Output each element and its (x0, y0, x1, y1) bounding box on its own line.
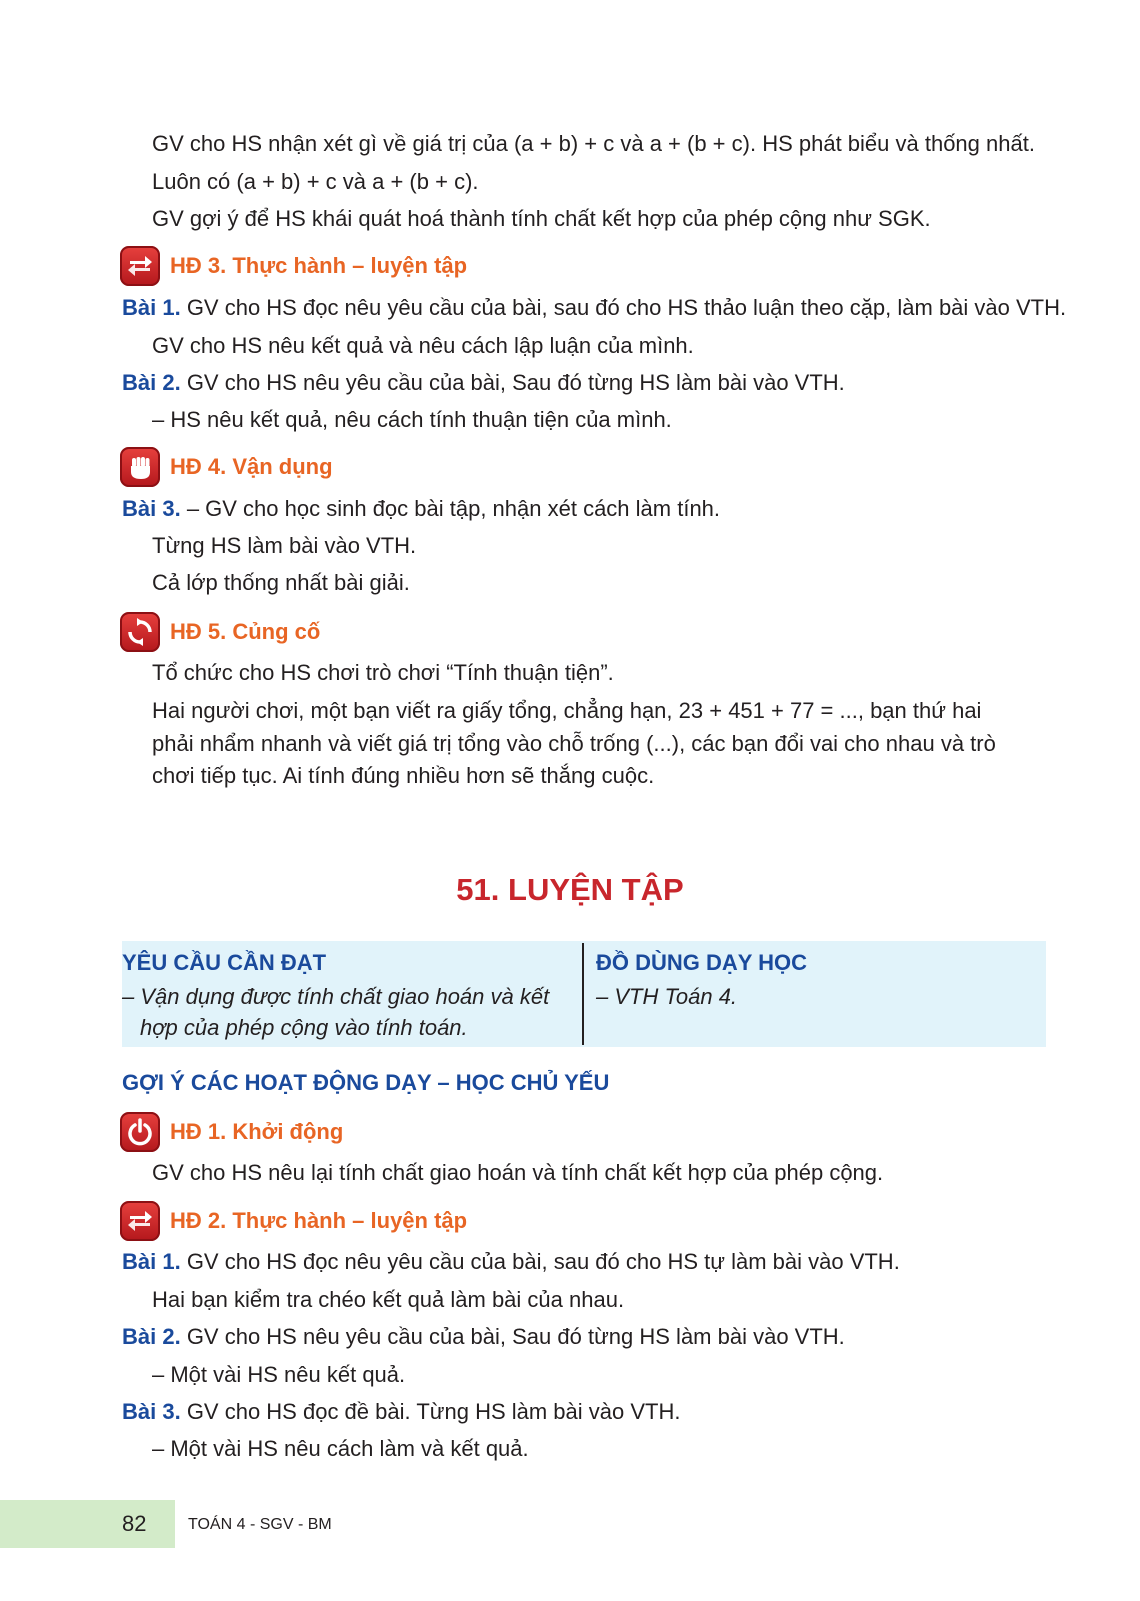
requirements-divider (582, 943, 584, 1045)
exercise-text: GV cho HS nêu yêu cầu của bài, Sau đó từng HS làm bài vào VTH. (180, 1324, 845, 1349)
requirements-heading: YÊU CẦU CẦN ĐẠT (122, 950, 327, 975)
paragraph-line: GV cho HS nêu kết quả và nêu cách lập luận của mình. (152, 333, 694, 358)
paragraph-line: GV cho HS nhận xét gì về giá trị của (a + b) + c và a + (b + c). HS phát biểu và thống nhất. (152, 131, 1035, 156)
exercise-line (122, 1322, 845, 1352)
exercise-line (122, 368, 845, 398)
activity-heading-hd3 (120, 246, 467, 286)
exercise-text: GV cho HS đọc nêu yêu cầu của bài, sau đó cho HS thảo luận theo cặp, làm bài vào VTH. (180, 295, 1067, 320)
paragraph-line: GV cho HS nêu lại tính chất giao hoán và tính chất kết hợp của phép cộng. (152, 1160, 884, 1185)
exercise-text: GV cho HS nêu yêu cầu của bài, Sau đó từng HS làm bài vào VTH. (180, 370, 845, 395)
activity-heading-hd5 (120, 612, 320, 652)
practice-arrows-icon (120, 246, 160, 286)
exercise-label: Bài 3. (122, 496, 181, 521)
section-title: 51. LUYỆN TẬP (456, 872, 684, 907)
requirement-line: – Vận dụng được tính chất giao hoán và kết (122, 984, 550, 1009)
exercise-line (122, 494, 720, 524)
paragraph-line: Luôn có (a + b) + c và a + (b + c). (152, 169, 479, 194)
book-reference: TOÁN 4 - SGV - BM (188, 1516, 332, 1533)
fist-icon (120, 447, 160, 487)
paragraph-line: Tổ chức cho HS chơi trò chơi “Tính thuận tiện”. (152, 660, 614, 685)
exercise-line (122, 293, 1066, 323)
materials-line: – VTH Toán 4. (596, 984, 738, 1009)
activity-title: HĐ 1. Khởi động (170, 1119, 344, 1144)
activity-heading-hd4 (120, 447, 333, 487)
activity-title: HĐ 4. Vận dụng (170, 454, 333, 479)
exercise-label: Bài 1. (122, 1249, 181, 1274)
activity-title: HĐ 2. Thực hành – luyện tập (170, 1208, 468, 1233)
paragraph-line: Từng HS làm bài vào VTH. (152, 533, 417, 558)
exercise-text: – GV cho học sinh đọc bài tập, nhận xét cách làm tính. (180, 496, 721, 521)
paragraph-line: – Một vài HS nêu kết quả. (152, 1362, 406, 1387)
activity-heading-hd2 (120, 1201, 467, 1241)
paragraph-line: phải nhẩm nhanh và viết giá trị tổng vào chỗ trống (...), các bạn đổi vai cho nhau và trò (152, 731, 996, 756)
activity-title: HĐ 5. Củng cố (170, 619, 321, 644)
activity-heading-hd1 (120, 1112, 343, 1152)
paragraph-line: chơi tiếp tục. Ai tính đúng nhiều hơn sẽ thắng cuộc. (152, 763, 655, 788)
page-number: 82 (122, 1511, 147, 1536)
exercise-label: Bài 3. (122, 1399, 181, 1424)
exercise-text: GV cho HS đọc đề bài. Từng HS làm bài vào VTH. (180, 1399, 681, 1424)
footer-bar (0, 1500, 175, 1548)
paragraph-line: – HS nêu kết quả, nêu cách tính thuận tiện của mình. (152, 407, 672, 432)
materials-heading: ĐỒ DÙNG DẠY HỌC (596, 950, 808, 975)
practice-arrows-icon (120, 1201, 160, 1241)
power-icon (120, 1112, 160, 1152)
exercise-label: Bài 2. (122, 370, 181, 395)
paragraph-line: Hai bạn kiểm tra chéo kết quả làm bài của nhau. (152, 1287, 625, 1312)
refresh-icon (120, 612, 160, 652)
exercise-text: GV cho HS đọc nêu yêu cầu của bài, sau đó cho HS tự làm bài vào VTH. (180, 1249, 900, 1274)
exercise-label: Bài 2. (122, 1324, 181, 1349)
paragraph-line: GV gợi ý để HS khái quát hoá thành tính chất kết hợp của phép cộng như SGK. (152, 206, 931, 231)
exercise-line (122, 1397, 680, 1427)
activity-title: HĐ 3. Thực hành – luyện tập (170, 253, 468, 278)
paragraph-line: – Một vài HS nêu cách làm và kết quả. (152, 1436, 529, 1461)
paragraph-line: Hai người chơi, một bạn viết ra giấy tổng, chẳng hạn, 23 + 451 + 77 = ..., bạn thứ hai (152, 698, 982, 723)
exercise-label: Bài 1. (122, 295, 181, 320)
guide-heading: GỢI Ý CÁC HOẠT ĐỘNG DẠY – HỌC CHỦ YẾU (122, 1070, 610, 1095)
exercise-line (122, 1247, 900, 1277)
requirement-line: hợp của phép cộng vào tính toán. (140, 1015, 468, 1040)
paragraph-line: Cả lớp thống nhất bài giải. (152, 570, 410, 595)
